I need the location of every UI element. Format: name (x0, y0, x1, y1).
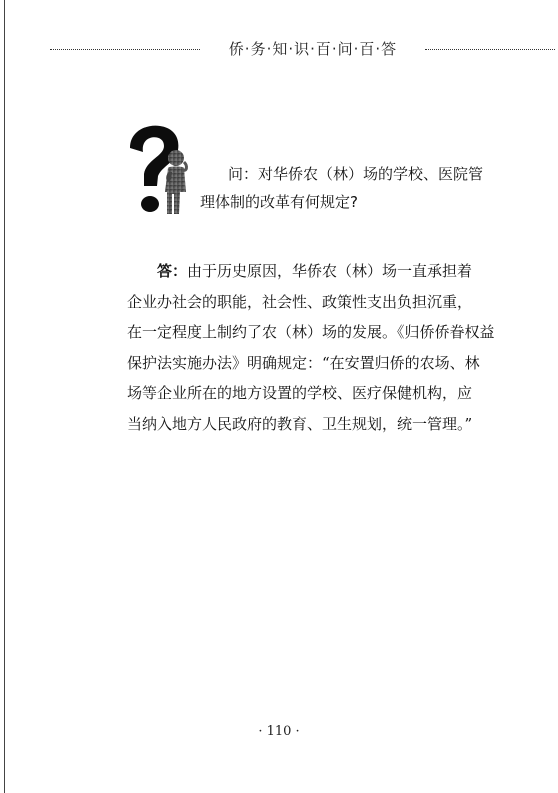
header-title: 侨·务·知·识·百·问·百·答 (228, 40, 398, 58)
answer-line-2: 企业办社会的职能，社会性、政策性支出负担沉重， (127, 292, 473, 311)
answer-line-1: 答：由于历史原因，华侨农（林）场一直承担着 (157, 262, 473, 280)
running-header (50, 37, 555, 61)
answer-label: 答： (157, 262, 188, 280)
question-text (200, 160, 520, 216)
question-line-1: 问：对华侨农（林）场的学校、医院管 (228, 165, 484, 183)
header-dotted-rule-right (425, 49, 555, 50)
answer-line-5: 场等企业所在的地方设置的学校、医疗保健机构，应 (127, 384, 473, 402)
page-number: · 110 · (258, 724, 300, 739)
question-mark-figure-icon (122, 122, 202, 218)
answer-paragraph (127, 256, 522, 439)
answer-line-4: 保护法实施办法》明确规定：“在安置归侨的农场、林 (127, 353, 480, 372)
question-line-2: 理体制的改革有何规定? (200, 193, 358, 211)
answer-line-3: 在一定程度上制约了农（林）场的发展。《归侨侨眷权益 (127, 323, 495, 341)
answer-line-6: 当纳入地方人民政府的教育、卫生规划，统一管理。” (127, 414, 473, 433)
header-dotted-rule-left (50, 49, 200, 50)
left-border-line (4, 0, 5, 793)
